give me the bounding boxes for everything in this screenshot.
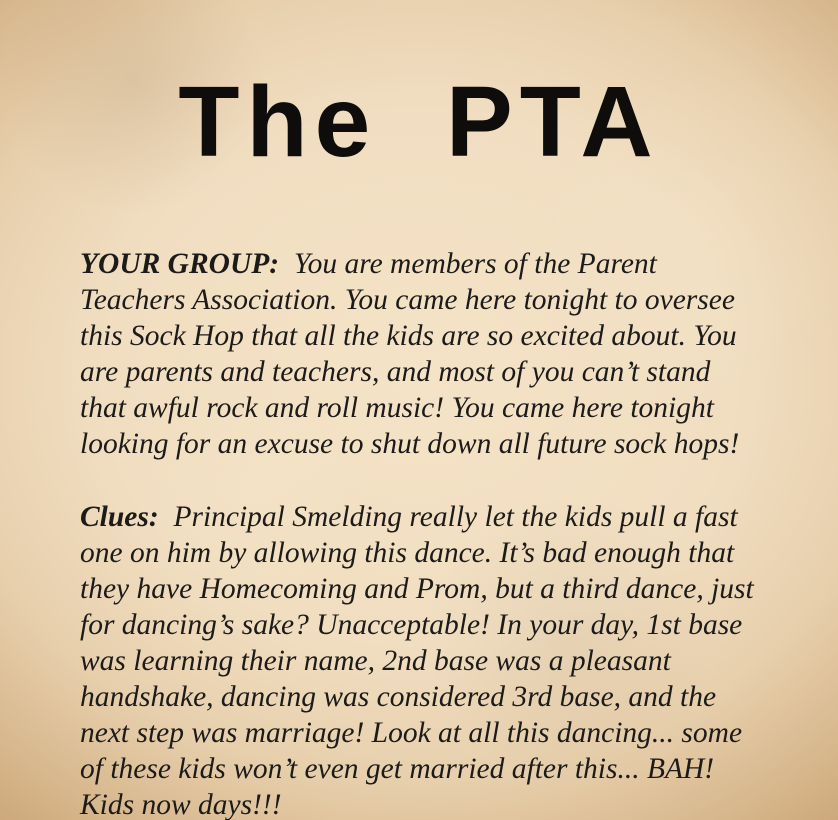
text-line: they have Homecoming and Prom, but a third dance, just [80,573,754,605]
paragraph-your-group [80,246,838,462]
text-line [80,246,838,282]
paragraph-clues [80,499,838,820]
page-title: The PTA [178,66,660,178]
text-line: was learning their name, 2nd base was a pleasant [80,645,671,677]
text-line: for dancing’s sake? Unacceptable! In your day, 1st base [80,609,743,641]
text-line: handshake, dancing was considered 3rd base, and the [80,681,717,713]
text-line: Teachers Association. You came here tonight to oversee [80,284,735,316]
clues-label: Clues: [80,501,159,533]
text-line: Kids now days!!! [80,789,282,820]
text-line: that awful rock and roll music! You came here tonight [80,392,714,424]
text-line: are parents and teachers, and most of you can’t stand [80,356,711,388]
text-line: looking for an excuse to shut down all future sock hops! [80,428,740,460]
text-line-rest: You are members of the Parent [279,248,657,280]
text-line: this Sock Hop that all the kids are so excited about. You [80,320,737,352]
text-line-rest: Principal Smelding really let the kids pull a fast [158,501,738,533]
text-line: one on him by allowing this dance. It’s bad enough that [80,537,735,569]
body-text [0,246,838,820]
text-line [80,499,838,535]
text-line: next step was marriage! Look at all this dancing... some [80,717,743,749]
your-group-label: YOUR GROUP: [80,248,280,280]
text-line: of these kids won’t even get married after this... BAH! [80,753,715,785]
